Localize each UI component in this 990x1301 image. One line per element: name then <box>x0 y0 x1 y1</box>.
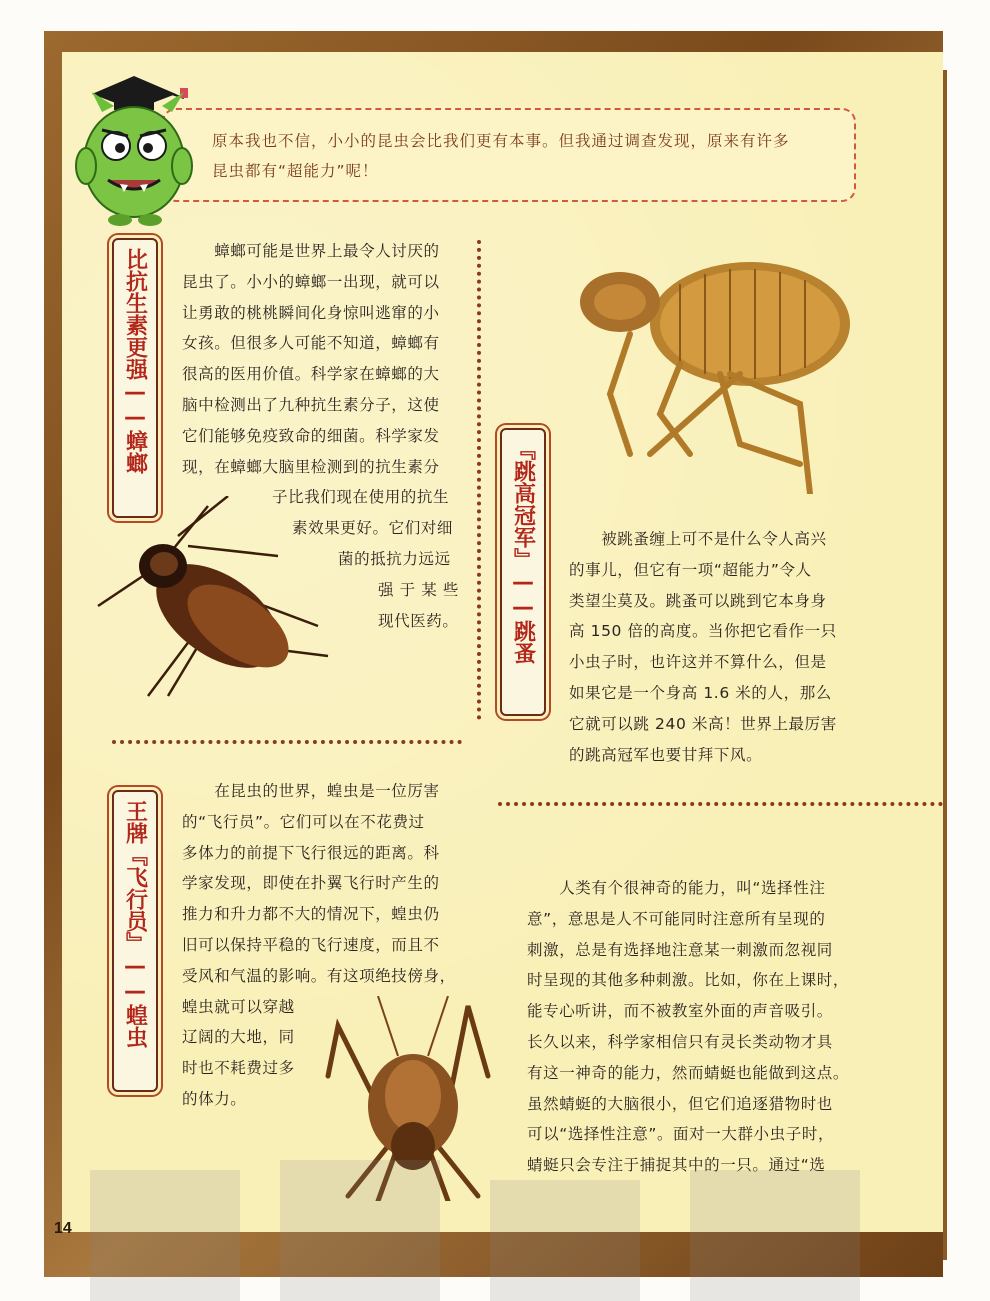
text-line: 素效果更好。它们对细 <box>292 519 454 538</box>
text-line: 时也不耗费过多 <box>182 1059 295 1078</box>
text-line: 受风和气温的影响。有这项绝技傍身， <box>182 966 456 985</box>
text-line: 它们能够免疫致命的细菌。科学家发 <box>182 426 440 445</box>
text-line: 虽然蜻蜓的大脑很小，但它们追逐猎物时也 <box>527 1094 833 1113</box>
text-line: 被跳蚤缠上可不是什么令人高兴 <box>569 530 827 548</box>
text-line: 在昆虫的世界，蝗虫是一位厉害 <box>182 782 440 800</box>
text-line: 高 150 倍的高度。当你把它看作一只 <box>569 622 837 641</box>
text-line: 能专心听讲，而不被教室外面的声音吸引。 <box>527 1002 833 1021</box>
section-divider-left <box>112 740 462 744</box>
page-edge <box>943 70 947 1260</box>
column-divider <box>477 240 481 720</box>
text-line: 脑中检测出了九种抗生素分子，这使 <box>182 395 440 414</box>
text-line: 小虫子时，也许这并不算什么，但是 <box>569 653 827 672</box>
text-line: 学家发现，即使在扑翼飞行时产生的 <box>182 874 440 893</box>
text-line: 的体力。 <box>182 1089 247 1108</box>
text-line: 意”，意思是人不可能同时注意所有呈现的 <box>527 909 826 928</box>
text-line: 蟑螂可能是世界上最令人讨厌的 <box>182 242 440 260</box>
text-line: 它就可以跳 240 米高！世界上最厉害 <box>569 714 837 733</box>
text-line: 时呈现的其他多种刺激。比如，你在上课时， <box>527 971 850 990</box>
text-line: 可以“选择性注意”。面对一大群小虫子时， <box>527 1125 835 1144</box>
text-line: 的“飞行员”。它们可以在不花费过 <box>182 812 425 831</box>
text-line: 现，在蟑螂大脑里检测到的抗生素分 <box>182 457 440 476</box>
text-line: 长久以来，科学家相信只有灵长类动物才具 <box>527 1032 833 1051</box>
watermark-graphic <box>50 1130 950 1301</box>
text-line: 让勇敢的桃桃瞬间化身惊叫逃窜的小 <box>182 303 440 322</box>
text-line: 子比我们现在使用的抗生 <box>272 488 450 507</box>
text-line: 现代医药。 <box>378 611 459 630</box>
text-line: 推力和升力都不大的情况下，蝗虫仍 <box>182 905 440 924</box>
page-number: 14 <box>54 1220 72 1237</box>
cockroach-photo <box>88 496 338 706</box>
text-line: 如果它是一个身高 1.6 米的人，那么 <box>569 683 832 702</box>
section-title-locust: 王牌『飞行员』——蝗虫 <box>112 790 158 1092</box>
section-title-flea: 『跳高冠军』——跳蚤 <box>500 428 546 716</box>
text-line: 人类有个很神奇的能力，叫“选择性注 <box>527 879 826 897</box>
text-line: 多体力的前提下飞行很远的距离。科 <box>182 843 440 862</box>
section-body-flea <box>569 524 859 770</box>
section-divider-right <box>498 802 943 806</box>
cartoon-monster-mascot <box>62 62 202 232</box>
text-line: 昆虫了。小小的蟑螂一出现，就可以 <box>182 272 440 291</box>
text-line: 有这一神奇的能力，然而蜻蜓也能做到这点。 <box>527 1063 850 1082</box>
text-line: 类望尘莫及。跳蚤可以跳到它本身身 <box>569 591 827 610</box>
intro-callout-text <box>212 126 842 186</box>
text-line: 蝗虫就可以穿越 <box>182 997 295 1016</box>
text-line: 的事儿，但它有一项“超能力”令人 <box>569 560 812 579</box>
text-line: 的跳高冠军也要甘拜下风。 <box>569 745 763 764</box>
flea-photo <box>570 244 860 494</box>
text-line: 菌的抵抗力远远 <box>338 549 451 568</box>
callout-line: 昆虫都有“超能力”呢！ <box>212 162 379 180</box>
text-line: 辽阔的大地，同 <box>182 1028 295 1047</box>
text-line: 很高的医用价值。科学家在蟑螂的大 <box>182 365 440 384</box>
text-line: 蜻蜓只会专注于捕捉其中的一只。通过“选 <box>527 1156 826 1175</box>
text-line: 刺激，总是有选择地注意某一刺激而忽视同 <box>527 940 833 959</box>
text-line: 女孩。但很多人可能不知道，蟑螂有 <box>182 334 440 353</box>
callout-line: 原本我也不信，小小的昆虫会比我们更有本事。但我通过调查发现，原来有许多 <box>212 132 790 150</box>
section-title-cockroach: 比抗生素更强——蟑螂 <box>112 238 158 518</box>
text-line: 强 于 某 些 <box>378 580 459 599</box>
text-line: 旧可以保持平稳的飞行速度，而且不 <box>182 935 440 954</box>
